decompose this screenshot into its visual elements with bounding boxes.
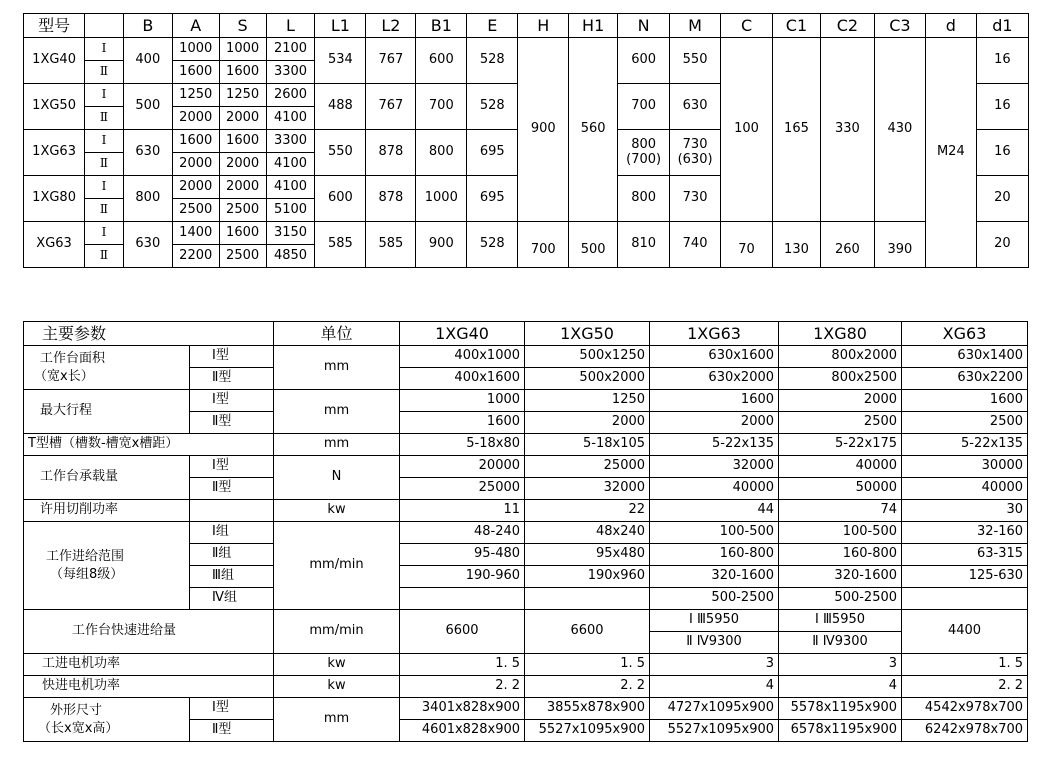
param-value: 40000 [650,478,779,500]
param-value: 2000 [650,412,779,434]
dim-type: Ⅱ [85,245,124,268]
param-value: 800x2000 [779,346,902,368]
dim-N: 800 (700) [618,130,670,176]
param-value: 1000 [400,390,525,412]
dim-d1: 16 [976,84,1028,130]
dim-header-C3: C3 [874,14,925,38]
param-value: 6578x1195x900 [779,720,902,742]
dim-S: 2000 [219,153,266,176]
param-type: Ⅰ型 [190,346,274,368]
param-value: 160-800 [650,544,779,566]
dim-C3: 390 [874,222,925,268]
dim-L: 4100 [266,153,315,176]
param-value: 100-500 [779,522,902,544]
dim-B: 630 [123,130,172,176]
dim-A: 1000 [172,38,219,61]
dim-L2: 767 [366,38,416,84]
dim-A: 2000 [172,153,219,176]
dim-model: XG63 [24,222,85,268]
param-type: Ⅰ型 [190,698,274,720]
param-value: 6600 [400,610,525,654]
dim-L2: 878 [366,130,416,176]
dim-M: 730 (630) [670,130,721,176]
param-value: 2. 2 [902,676,1028,698]
param-value: 4727x1095x900 [650,698,779,720]
dim-E: 528 [467,222,518,268]
param-value: 500-2500 [779,588,902,610]
param-value: 1600 [400,412,525,434]
param-value: 320-1600 [779,566,902,588]
dim-A: 2200 [172,245,219,268]
parameters-table [23,321,1028,742]
dim-C1: 130 [773,222,821,268]
param-value: 630x2200 [902,368,1028,390]
dim-L: 3300 [266,61,315,84]
param-row [24,522,1028,544]
dim-N: 800 [618,176,670,222]
param-row [24,500,1028,522]
dim-C-shared: 100 [721,38,773,222]
param-name-line: 工作台面积 [40,350,106,366]
param-type: Ⅳ组 [190,588,274,610]
dim-header-H1: H1 [569,14,618,38]
param-unit: kw [274,500,400,522]
param-value: Ⅰ Ⅲ5950 [779,610,902,632]
param-value: 5527x1095x900 [525,720,650,742]
dim-L: 3300 [266,130,315,153]
dim-H1: 500 [569,222,618,268]
dim-L: 4100 [266,107,315,130]
param-row [24,610,1028,632]
dim-A: 2000 [172,176,219,199]
param-unit: kw [274,654,400,676]
param-value: 5578x1195x900 [779,698,902,720]
dim-B1: 600 [416,38,467,84]
param-value: 5527x1095x900 [650,720,779,742]
dim-E: 695 [467,130,518,176]
param-header-model: 1XG40 [400,322,525,346]
param-type: Ⅱ型 [190,412,274,434]
param-value [400,588,525,610]
dim-L1: 585 [315,222,366,268]
param-value: 25000 [525,456,650,478]
dim-M: 550 [670,38,721,84]
dim-type: Ⅱ [85,61,124,84]
dim-model: 1XG50 [24,84,85,130]
param-name-line: （宽x长） [34,368,94,384]
dim-header-C1: C1 [773,14,821,38]
param-type-empty [190,500,274,522]
dim-N: 810 [618,222,670,268]
param-unit: mm [274,434,400,456]
dim-B1: 1000 [416,176,467,222]
param-value: 5-18x80 [400,434,525,456]
dim-M: 630 [670,84,721,130]
dim-B: 800 [123,176,172,222]
dim-S: 2500 [219,199,266,222]
dim-L1: 550 [315,130,366,176]
dim-header-A: A [172,14,219,38]
param-name-line: （每组8级） [50,566,124,582]
dim-header-d1: d1 [976,14,1028,38]
dim-C2: 260 [820,222,874,268]
param-value: 2500 [902,412,1028,434]
param-name-feed-range [24,522,190,610]
dim-type: Ⅰ [85,222,124,245]
dim-header-row [24,14,1029,38]
param-name-line: 工作进给范围 [46,548,125,564]
dim-A: 2500 [172,199,219,222]
dim-N: 600 [618,38,670,84]
param-value: 30000 [902,456,1028,478]
dim-L: 4100 [266,176,315,199]
param-value: 4400 [902,610,1028,654]
dim-row [24,222,1029,245]
dim-A: 1400 [172,222,219,245]
param-name-cutting-power: 许用切削功率 [24,500,190,522]
dim-L2: 585 [366,222,416,268]
param-header-model: XG63 [902,322,1028,346]
param-unit: mm [274,698,400,742]
dim-L1: 534 [315,38,366,84]
param-value: 3 [779,654,902,676]
dim-C: 70 [721,222,773,268]
param-value: 63-315 [902,544,1028,566]
param-name-line: （长x宽x高） [38,720,119,736]
param-value: Ⅰ Ⅲ5950 [650,610,779,632]
dim-L2: 878 [366,176,416,222]
dim-B: 630 [123,222,172,268]
dim-header-C: C [721,14,773,38]
param-row [24,434,1028,456]
dim-header-N: N [618,14,670,38]
param-row [24,654,1028,676]
param-name-table-area [24,346,190,390]
param-unit: kw [274,676,400,698]
param-value: 32000 [525,478,650,500]
dim-header-M: M [670,14,721,38]
dim-model: 1XG40 [24,38,85,84]
dim-C1-shared: 165 [773,38,821,222]
param-name-line: 外形尺寸 [50,702,103,718]
param-value: 630x1400 [902,346,1028,368]
param-value: 1. 5 [400,654,525,676]
dim-row [24,38,1029,61]
param-value: 6600 [525,610,650,654]
param-name-rapid-motor: 快进电机功率 [24,676,274,698]
param-unit: N [274,456,400,500]
param-value: 3 [650,654,779,676]
param-type: Ⅲ组 [190,566,274,588]
param-value: 2. 2 [400,676,525,698]
dim-header-d: d [925,14,976,38]
dim-type: Ⅰ [85,38,124,61]
dim-L: 5100 [266,199,315,222]
dim-L2: 767 [366,84,416,130]
param-value: 44 [650,500,779,522]
param-type: Ⅱ型 [190,720,274,742]
param-value: 95x480 [525,544,650,566]
dim-H-shared: 900 [518,38,569,222]
dim-type: Ⅱ [85,107,124,130]
dim-header-H: H [518,14,569,38]
dim-header-E: E [467,14,518,38]
param-value: 1. 5 [525,654,650,676]
param-unit: mm/min [274,610,400,654]
dim-header-type [85,14,124,38]
param-value: 50000 [779,478,902,500]
param-value: 74 [779,500,902,522]
param-unit: mm [274,390,400,434]
dim-B: 500 [123,84,172,130]
dimensions-table [23,13,1029,268]
dim-A: 1250 [172,84,219,107]
dim-S: 2000 [219,176,266,199]
param-type: Ⅰ型 [190,456,274,478]
param-value: 25000 [400,478,525,500]
param-value: 5-22x135 [902,434,1028,456]
param-name-rapid-feed: 工作台快速进给量 [24,610,274,654]
param-value: 32-160 [902,522,1028,544]
param-header-name: 主要参数 [24,322,274,346]
param-header-model: 1XG63 [650,322,779,346]
param-value: 4542x978x700 [902,698,1028,720]
dim-B: 400 [123,38,172,84]
dim-S: 1600 [219,222,266,245]
dim-header-model: 型号 [24,14,85,38]
dim-d1: 16 [976,130,1028,176]
dim-L: 2600 [266,84,315,107]
dim-type: Ⅰ [85,84,124,107]
dim-header-C2: C2 [820,14,874,38]
dim-L: 4850 [266,245,315,268]
param-type: Ⅱ型 [190,478,274,500]
dim-S: 1000 [219,38,266,61]
param-row [24,390,1028,412]
param-value [525,588,650,610]
param-value: 2. 2 [525,676,650,698]
param-value: 5-22x175 [779,434,902,456]
param-value: 48-240 [400,522,525,544]
param-value: 1. 5 [902,654,1028,676]
dim-B1: 900 [416,222,467,268]
param-value: 400x1600 [400,368,525,390]
dim-H1-shared: 560 [569,38,618,222]
param-value: 125-630 [902,566,1028,588]
dim-S: 1600 [219,130,266,153]
dim-E: 528 [467,38,518,84]
param-value: 500x2000 [525,368,650,390]
dim-header-L: L [266,14,315,38]
dim-S: 1250 [219,84,266,107]
dim-model: 1XG63 [24,130,85,176]
param-value: 500x1250 [525,346,650,368]
param-unit: mm/min [274,522,400,610]
dim-B1: 700 [416,84,467,130]
param-type: Ⅰ型 [190,390,274,412]
param-row [24,456,1028,478]
param-value: 40000 [779,456,902,478]
dim-type: Ⅰ [85,176,124,199]
dim-S: 1600 [219,61,266,84]
param-header-unit: 单位 [274,322,400,346]
dim-A: 1600 [172,130,219,153]
param-value: 2000 [779,390,902,412]
dim-header-B1: B1 [416,14,467,38]
dim-L: 3150 [266,222,315,245]
param-value: 630x1600 [650,346,779,368]
param-value: 400x1000 [400,346,525,368]
dim-N: 700 [618,84,670,130]
param-unit: mm [274,346,400,390]
dim-M: 740 [670,222,721,268]
param-value: 630x2000 [650,368,779,390]
dim-E: 695 [467,176,518,222]
param-value: 190x960 [525,566,650,588]
param-value: Ⅱ Ⅳ9300 [779,632,902,654]
param-value: Ⅱ Ⅳ9300 [650,632,779,654]
param-name-t-slot: T型槽（槽数-槽宽x槽距） [24,434,274,456]
param-value: 11 [400,500,525,522]
param-value: 3401x828x900 [400,698,525,720]
param-type: Ⅱ型 [190,368,274,390]
param-value: 32000 [650,456,779,478]
dim-A: 1600 [172,61,219,84]
param-value: 48x240 [525,522,650,544]
dim-E: 528 [467,84,518,130]
param-value: 4 [650,676,779,698]
dim-type: Ⅱ [85,153,124,176]
dim-d-shared: M24 [925,38,976,268]
param-value: 1600 [902,390,1028,412]
param-value: 4 [779,676,902,698]
param-value: 1250 [525,390,650,412]
dim-L1: 600 [315,176,366,222]
param-name-dimensions [24,698,190,742]
dim-L: 2100 [266,38,315,61]
param-name-feed-motor: 工进电机功率 [24,654,274,676]
param-value: 2000 [525,412,650,434]
param-name-max-travel: 最大行程 [24,390,190,434]
param-name-load: 工作台承载量 [24,456,190,500]
param-value: 800x2500 [779,368,902,390]
param-type: Ⅱ组 [190,544,274,566]
dim-C3-shared: 430 [874,38,925,222]
param-value: 6242x978x700 [902,720,1028,742]
dim-d1: 16 [976,38,1028,84]
dim-S: 2500 [219,245,266,268]
dim-S: 2000 [219,107,266,130]
param-value: 500-2500 [650,588,779,610]
param-value: 30 [902,500,1028,522]
dim-header-L2: L2 [366,14,416,38]
dim-L1: 488 [315,84,366,130]
param-header-model: 1XG80 [779,322,902,346]
dim-C2-shared: 330 [820,38,874,222]
param-value [902,588,1028,610]
dim-d1: 20 [976,222,1028,268]
param-value: 40000 [902,478,1028,500]
param-value: 100-500 [650,522,779,544]
param-value: 95-480 [400,544,525,566]
dim-A: 2000 [172,107,219,130]
dim-type: Ⅰ [85,130,124,153]
param-row [24,346,1028,368]
param-header-model: 1XG50 [525,322,650,346]
param-row [24,698,1028,720]
dim-model: 1XG80 [24,176,85,222]
dim-d1: 20 [976,176,1028,222]
dim-type: Ⅱ [85,199,124,222]
param-value: 20000 [400,456,525,478]
dim-header-L1: L1 [315,14,366,38]
dim-B1: 800 [416,130,467,176]
param-type: Ⅰ组 [190,522,274,544]
param-value: 22 [525,500,650,522]
dim-header-S: S [219,14,266,38]
dim-header-B: B [123,14,172,38]
param-value: 5-22x135 [650,434,779,456]
param-value: 320-1600 [650,566,779,588]
param-value: 160-800 [779,544,902,566]
dim-M: 730 [670,176,721,222]
param-value: 3855x878x900 [525,698,650,720]
param-value: 2500 [779,412,902,434]
param-value: 1600 [650,390,779,412]
dim-H: 700 [518,222,569,268]
param-value: 190-960 [400,566,525,588]
param-value: 4601x828x900 [400,720,525,742]
param-header-row [24,322,1028,346]
param-value: 5-18x105 [525,434,650,456]
param-row [24,676,1028,698]
